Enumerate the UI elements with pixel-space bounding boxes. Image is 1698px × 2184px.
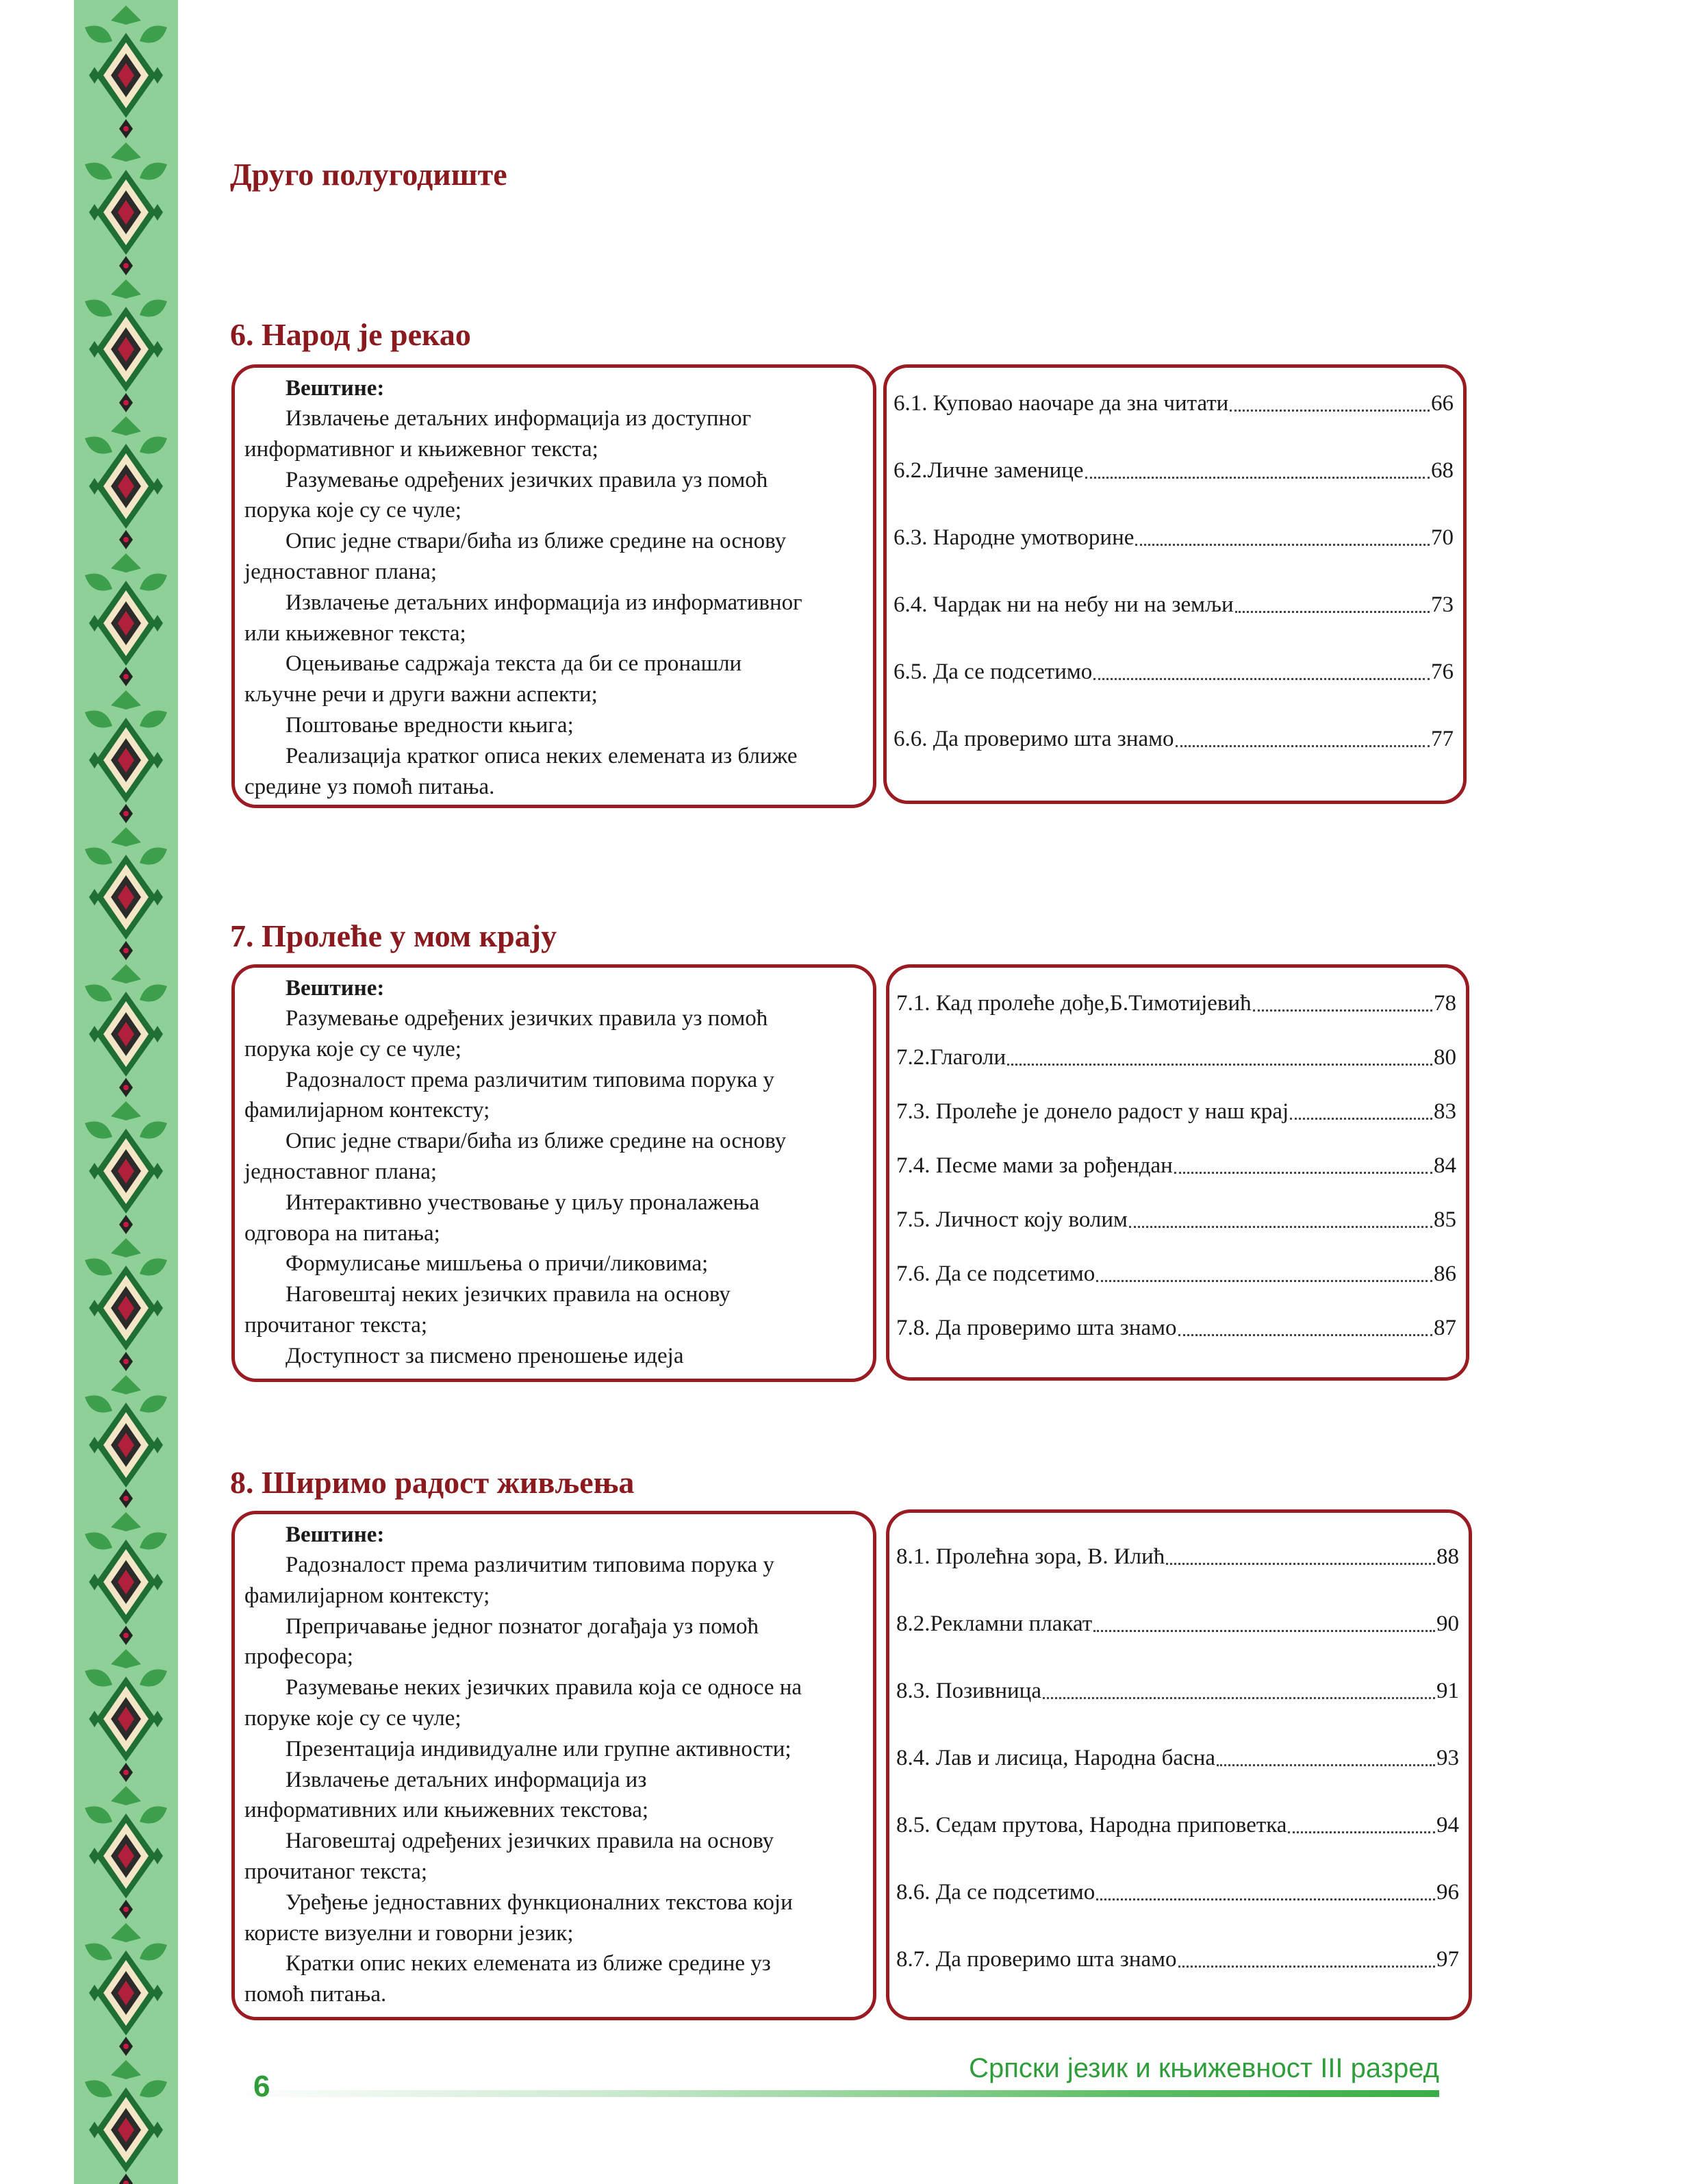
dot-icon xyxy=(123,1085,129,1090)
toc-entry[interactable] xyxy=(894,458,1454,484)
skill-line: Разумевање одређених језичких правила уз помоћ xyxy=(286,1006,768,1031)
dot-icon xyxy=(123,400,129,405)
toc-entry-page: 66 xyxy=(1431,391,1454,416)
skill-line: Интерактивно учествовање у циљу проналажења xyxy=(286,1190,760,1215)
dot-icon xyxy=(123,674,129,679)
diamond-icon xyxy=(89,1163,100,1179)
leaf-icon xyxy=(140,437,167,454)
toc-entry-page: 88 xyxy=(1436,1544,1459,1569)
skills-box-8 xyxy=(231,1511,876,2020)
leaf-icon xyxy=(85,848,112,865)
toc-entry-page: 91 xyxy=(1436,1679,1459,1703)
semester-title: Друго полугодиште xyxy=(230,157,507,192)
skill-line: или књижевног текста; xyxy=(244,620,466,646)
leader-dots xyxy=(1166,1563,1435,1565)
diamond-icon xyxy=(89,1711,100,1727)
skills-box-6 xyxy=(231,364,876,808)
toc-box-8 xyxy=(886,1509,1472,2020)
section-title-7: 7. Пролеће у мом крају xyxy=(230,918,557,953)
toc-entry-label: 7.1. Кад пролеће дође,Б.Тимотијевић xyxy=(896,991,1252,1016)
diamond-icon xyxy=(152,1300,163,1316)
skill-line: Поштовање вредности књига; xyxy=(286,712,574,738)
diamond-icon xyxy=(89,1848,100,1864)
decorative-border xyxy=(74,0,178,2184)
dot-icon xyxy=(123,1907,129,1912)
leaf-icon xyxy=(111,279,141,299)
diamond-icon xyxy=(89,615,100,631)
skills-box-7 xyxy=(231,964,876,1382)
skill-line: поруке које су се чуле; xyxy=(244,1705,461,1731)
leader-dots xyxy=(1096,1280,1432,1282)
diamond-icon xyxy=(89,2122,100,2138)
skill-line: одговора на питања; xyxy=(244,1220,440,1246)
leaf-icon xyxy=(140,1259,167,1276)
section-title-6: 6. Народ је рекао xyxy=(230,317,471,352)
toc-entry-label: 7.6. Да се подсетимо xyxy=(896,1262,1095,1286)
page-number: 6 xyxy=(253,2070,270,2103)
toc-entry-label: 7.3. Пролеће је донело радост у наш крај xyxy=(896,1099,1289,1124)
leaf-icon xyxy=(85,163,112,180)
leaf-icon xyxy=(111,5,141,25)
leaf-icon xyxy=(111,1101,141,1120)
leaf-icon xyxy=(111,2060,141,2079)
dot-icon xyxy=(123,811,129,816)
toc-box-7 xyxy=(886,964,1469,1381)
skills-list xyxy=(244,1003,863,1372)
diamond-icon xyxy=(89,1437,100,1453)
toc-entry-page: 84 xyxy=(1434,1153,1456,1178)
skill-line: користе визуелни и говорни језик; xyxy=(244,1920,574,1946)
leaf-icon xyxy=(140,1396,167,1413)
skill-line: фамилијарном контексту; xyxy=(244,1098,490,1123)
leaf-icon xyxy=(140,711,167,728)
leader-dots xyxy=(1235,611,1430,613)
leaf-icon xyxy=(140,985,167,1002)
dot-icon xyxy=(123,948,129,953)
toc-entry[interactable] xyxy=(896,1045,1456,1070)
toc-entry[interactable] xyxy=(896,1207,1456,1233)
diamond-icon xyxy=(152,341,163,357)
toc-entry-page: 73 xyxy=(1431,592,1454,617)
toc-entry-label: 6.2.Личне заменице xyxy=(894,458,1084,483)
toc-entry-page: 87 xyxy=(1434,1316,1456,1340)
leaf-icon xyxy=(111,690,141,710)
skill-line: Наговештај неких језичких правила на основу xyxy=(286,1282,731,1307)
leader-dots xyxy=(1230,410,1430,412)
leaf-icon xyxy=(111,142,141,162)
toc-entry-page: 90 xyxy=(1436,1611,1459,1636)
leader-dots xyxy=(1085,477,1430,479)
toc-entry[interactable] xyxy=(896,1099,1456,1125)
toc-entry-label: 7.2.Глаголи xyxy=(896,1045,1006,1070)
leaf-icon xyxy=(140,574,167,591)
toc-entry-label: 7.4. Песме мами за рођендан xyxy=(896,1153,1173,1178)
leaf-icon xyxy=(85,437,112,454)
leaf-icon xyxy=(111,964,141,983)
ornament-pattern xyxy=(74,0,178,2184)
skills-heading: Вештине: xyxy=(286,976,385,1001)
skill-line: професора; xyxy=(244,1644,353,1670)
leaf-icon xyxy=(140,848,167,865)
diamond-icon xyxy=(89,478,100,494)
toc-entry-label: 6.6. Да проверимо шта знамо xyxy=(894,727,1174,751)
leaf-icon xyxy=(111,416,141,436)
diamond-icon xyxy=(152,752,163,768)
toc-entry[interactable] xyxy=(896,1746,1459,1771)
diamond-icon xyxy=(152,1437,163,1453)
leader-dots xyxy=(1093,678,1430,680)
dot-icon xyxy=(123,537,129,542)
diamond-icon xyxy=(152,204,163,221)
dot-icon xyxy=(123,2044,129,2049)
leaf-icon xyxy=(111,1375,141,1394)
leaf-icon xyxy=(140,26,167,43)
leaf-icon xyxy=(111,827,141,846)
skill-line: Извлачење детаљних информација из xyxy=(286,1767,647,1792)
leaf-icon xyxy=(111,553,141,573)
skill-line: кључне речи и други важни аспекти; xyxy=(244,682,598,707)
diamond-icon xyxy=(89,1574,100,1590)
skill-line: Оцењивање садржаја текста да би се пронашли xyxy=(286,651,742,677)
diamond-icon xyxy=(152,2122,163,2138)
skills-list xyxy=(244,403,863,802)
leaf-icon xyxy=(140,2081,167,2098)
diamond-icon xyxy=(89,752,100,768)
toc-entry-label: 8.4. Лав и лисица, Народна басна xyxy=(896,1746,1216,1770)
leaf-icon xyxy=(85,1396,112,1413)
leader-dots xyxy=(1178,1334,1432,1336)
skill-line: фамилијарном контексту; xyxy=(244,1583,490,1608)
skill-line: Кратки опис неких елемената из ближе средине уз xyxy=(286,1951,771,1976)
toc-entry-label: 6.4. Чардак ни на небу ни на земљи xyxy=(894,592,1234,617)
skill-line: Презентација индивидуалне или групне активности; xyxy=(286,1736,791,1761)
skill-line: порука које су се чуле; xyxy=(244,1036,461,1062)
skill-line: информативног и књижевног текста; xyxy=(244,436,598,462)
toc-entry-label: 8.7. Да проверимо шта знамо xyxy=(896,1947,1177,1972)
toc-entry-page: 93 xyxy=(1436,1746,1459,1770)
skill-line: помоћ питања. xyxy=(244,1982,387,2007)
toc-entry[interactable] xyxy=(894,660,1454,685)
toc-entry[interactable] xyxy=(896,1316,1456,1341)
diamond-icon xyxy=(89,889,100,905)
toc-entry-page: 76 xyxy=(1431,660,1454,684)
toc-entry-page: 77 xyxy=(1431,727,1454,751)
leaf-icon xyxy=(85,1807,112,1824)
diamond-icon xyxy=(89,67,100,84)
skill-line: Препричавање једног познатог догађаја уз помоћ xyxy=(286,1614,759,1639)
skill-line: Разумевање одређених језичких правила уз помоћ xyxy=(286,467,768,492)
section-title-8: 8. Ширимо радост живљења xyxy=(230,1465,635,1500)
dot-icon xyxy=(123,263,129,268)
diamond-icon xyxy=(89,1026,100,1042)
subject-title: Српски језик и књижевност III разред xyxy=(969,2053,1439,2083)
leaf-icon xyxy=(140,1533,167,1550)
toc-entry-page: 70 xyxy=(1431,525,1454,550)
footer-line xyxy=(230,2090,1439,2097)
toc-entry[interactable] xyxy=(896,1262,1456,1287)
diamond-icon xyxy=(152,889,163,905)
leaf-icon xyxy=(85,574,112,591)
skill-line: прочитаног текста; xyxy=(244,1312,428,1338)
skill-line: Опис једне ствари/бића из ближе средине на основу xyxy=(286,1129,787,1154)
leaf-icon xyxy=(140,1944,167,1961)
skill-line: Уређење једноставних функционалних текстова који xyxy=(286,1890,793,1915)
toc-entry-label: 7.8. Да проверимо шта знамо xyxy=(896,1316,1177,1340)
diamond-icon xyxy=(89,341,100,357)
diamond-icon xyxy=(152,1711,163,1727)
diamond-icon xyxy=(89,204,100,221)
diamond-icon xyxy=(152,1026,163,1042)
leader-dots xyxy=(1178,1966,1435,1968)
skill-line: Опис једне ствари/бића из ближе средине на основу xyxy=(286,529,787,554)
toc-entry-page: 78 xyxy=(1434,991,1456,1016)
leaf-icon xyxy=(111,1238,141,1257)
toc-entry-label: 8.1. Пролећна зора, В. Илић xyxy=(896,1544,1165,1569)
skills-list xyxy=(244,1550,863,2010)
dot-icon xyxy=(123,1770,129,1775)
leader-dots xyxy=(1174,1172,1432,1174)
toc-entry[interactable] xyxy=(894,727,1454,752)
leaf-icon xyxy=(111,1649,141,1668)
toc-entry-label: 8.6. Да се подсетимо xyxy=(896,1880,1095,1905)
diamond-icon xyxy=(89,1300,100,1316)
diamond-icon xyxy=(152,478,163,494)
leader-dots xyxy=(1135,544,1430,546)
skill-line: Реализација кратког описа неких елемената из ближе xyxy=(286,743,798,768)
toc-entry[interactable] xyxy=(896,1813,1459,1838)
leader-dots xyxy=(1129,1226,1432,1228)
leaf-icon xyxy=(85,300,112,317)
toc-entry-page: 83 xyxy=(1434,1099,1456,1124)
leaf-icon xyxy=(85,711,112,728)
leader-dots xyxy=(1253,1009,1432,1012)
toc-entry[interactable] xyxy=(894,391,1454,416)
dot-icon xyxy=(123,1633,129,1638)
leaf-icon xyxy=(85,1122,112,1139)
skill-line: Разумевање неких језичких правила која се односе на xyxy=(286,1675,802,1700)
skill-line: Формулисање мишљења о причи/ликовима; xyxy=(286,1251,709,1277)
leader-dots xyxy=(1043,1697,1435,1699)
leaf-icon xyxy=(85,2081,112,2098)
toc-entry-page: 80 xyxy=(1434,1045,1456,1070)
skill-line: порука које су се чуле; xyxy=(244,498,461,523)
diamond-icon xyxy=(152,615,163,631)
toc-entry[interactable] xyxy=(894,592,1454,618)
toc-entry-page: 97 xyxy=(1436,1947,1459,1972)
leader-dots xyxy=(1093,1630,1435,1632)
leaf-icon xyxy=(111,1923,141,1942)
toc-entry-label: 6.1. Куповао наочаре да зна читати xyxy=(894,391,1229,416)
toc-entry-label: 8.3. Позивница xyxy=(896,1679,1041,1703)
dot-icon xyxy=(123,1359,129,1364)
leaf-icon xyxy=(140,1807,167,1824)
skill-line: средине уз помоћ питања. xyxy=(244,774,495,799)
leaf-icon xyxy=(111,1786,141,1805)
leaf-icon xyxy=(140,300,167,317)
skill-line: једноставног плана; xyxy=(244,1159,438,1184)
toc-entry[interactable] xyxy=(896,1880,1459,1905)
diamond-icon xyxy=(152,1848,163,1864)
toc-entry-label: 8.5. Седам прутова, Народна приповетка xyxy=(896,1813,1287,1837)
toc-box-6 xyxy=(883,364,1467,804)
leaf-icon xyxy=(85,1533,112,1550)
leaf-icon xyxy=(85,1944,112,1961)
toc-entry-label: 7.5. Личност коју волим xyxy=(896,1207,1128,1232)
skill-line: Извлачење детаљних информација из доступног xyxy=(286,406,752,431)
leader-dots xyxy=(1007,1064,1432,1066)
toc-entry-label: 6.5. Да се подсетимо xyxy=(894,660,1093,684)
leaf-icon xyxy=(85,26,112,43)
toc-entry[interactable] xyxy=(896,1679,1459,1704)
toc-entry-label: 8.2.Рекламни плакат xyxy=(896,1611,1093,1636)
toc-entry[interactable] xyxy=(896,1947,1459,1972)
leaf-icon xyxy=(140,1122,167,1139)
leaf-icon xyxy=(140,1670,167,1687)
skill-line: Доступност за писмено преношење идеја xyxy=(286,1343,684,1368)
skill-line: информативних или књижевних текстова; xyxy=(244,1798,649,1823)
skill-line: прочитаног текста; xyxy=(244,1859,428,1884)
leader-dots xyxy=(1290,1118,1432,1120)
toc-entry-page: 68 xyxy=(1431,458,1454,483)
toc-entry-page: 96 xyxy=(1436,1880,1459,1905)
leader-dots xyxy=(1217,1764,1435,1766)
leaf-icon xyxy=(85,1259,112,1276)
diamond-icon xyxy=(89,1985,100,2001)
dot-icon xyxy=(123,1496,129,1501)
diamond-icon xyxy=(152,1574,163,1590)
skills-heading: Вештине: xyxy=(286,1522,385,1547)
toc-entry[interactable] xyxy=(896,1611,1459,1637)
leaf-icon xyxy=(85,1670,112,1687)
skill-line: Радозналост према различитим типовима порука у xyxy=(286,1067,774,1092)
skill-line: Радозналост према различитим типовима порука у xyxy=(286,1553,774,1577)
leaf-icon xyxy=(140,163,167,180)
toc-entry-page: 94 xyxy=(1436,1813,1459,1837)
skill-line: Извлачење детаљних информација из информативног xyxy=(286,590,802,615)
toc-entry-page: 86 xyxy=(1434,1262,1456,1286)
skill-line: једноставног плана; xyxy=(244,559,438,584)
skill-line: Наговештај одређених језичких правила на основу xyxy=(286,1829,774,1854)
leaf-icon xyxy=(85,985,112,1002)
skills-heading: Вештине: xyxy=(286,376,385,401)
leader-dots xyxy=(1096,1898,1435,1900)
diamond-icon xyxy=(152,1163,163,1179)
toc-entry[interactable] xyxy=(896,1544,1459,1570)
dot-icon xyxy=(123,1222,129,1227)
leaf-icon xyxy=(111,1512,141,1531)
toc-entry-label: 6.3. Народне умотворине xyxy=(894,525,1135,550)
dot-icon xyxy=(123,126,129,131)
diamond-icon xyxy=(152,67,163,84)
diamond-icon xyxy=(152,1985,163,2001)
toc-entry-page: 85 xyxy=(1434,1207,1456,1232)
toc-entry[interactable] xyxy=(896,991,1456,1016)
toc-entry[interactable] xyxy=(896,1153,1456,1179)
leader-dots xyxy=(1176,745,1430,747)
leader-dots xyxy=(1288,1831,1435,1833)
toc-entry[interactable] xyxy=(894,525,1454,551)
